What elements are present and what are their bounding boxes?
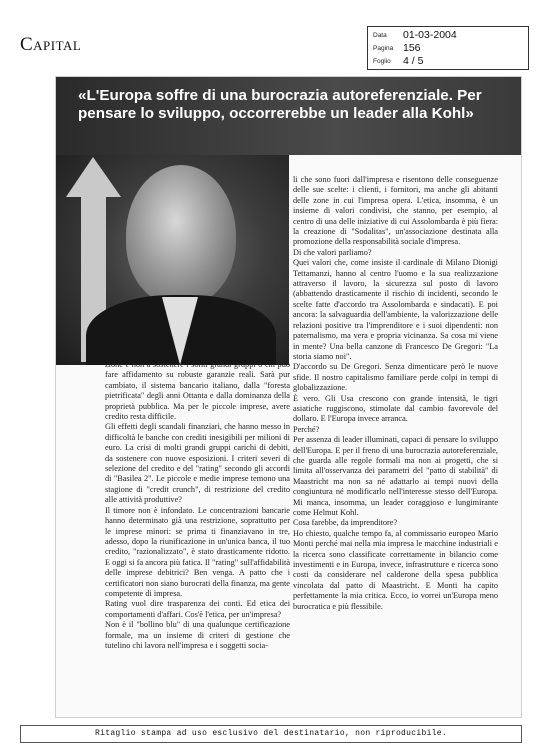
meta-sheet-label: Foglio — [373, 58, 391, 65]
headline-banner — [56, 77, 521, 155]
meta-date-label: Data — [373, 32, 387, 39]
meta-page-row — [373, 42, 523, 55]
meta-sheet-row — [373, 55, 523, 68]
meta-page-value: 156 — [403, 42, 421, 54]
meta-date-row — [373, 29, 523, 42]
portrait-photo — [56, 155, 289, 365]
meta-page-label: Pagina — [373, 45, 394, 52]
meta-sheet-value: 4 / 5 — [403, 55, 424, 67]
article-column-left: zione e non a sostenere i soliti grandi gruppi o chi può fare affidamento su robuste garanzie reali. Sarà pur cambiato, il sistema bancario italiano, dalla "foresta pietrificata" degli anni Ottanta e dalla dominanza della proprietà pubblica. Ma per le piccole imprese, avere credito resta difficile. Gli effetti degli scandali finanziari, che hanno messo in difficoltà le banche con crediti inesigibili per milioni di euro. La crisi di molti grandi gruppi carichi di debiti, da sostenere con nuove esposizioni. I criteri severi di selezione del credito e del "rating" secondo gli accordi di "Basilea 2". Le piccole e medie imprese temono una stagione di "credit crunch", di restrizione del credito alle attività produttive? Il timore non è infondato. Le concentrazioni bancarie hanno determinato già una restrizione, soprattutto per le imprese minori: se prima ti finanziavano in tre, adesso, dopo la riunificazione in un'unica banca, il tuo credito, "razionalizzato", è stato drasticamente ridotto. E oggi si fa ancora più fatica. Il "rating" sull'affidabilità delle imprese debitrici? Ben venga. A patto che i certificatori non siano burocrati della finanza, ma gente competente di impresa. Rating vuol dire trasparenza dei conti. Ed etica dei comportamenti d'affari. Cos'è l'etica, per un'impresa? Non è il "bollino blu" di una qualunque certificazione formale, ma un insieme di criteri di gestione che tutelino chi lavora nell'impresa e i soggetti socia- — [105, 360, 290, 650]
article-column-right: li che sono fuori dall'impresa e risentono delle conseguenze delle sue scelte: i clienti, i fornitori, ma anche gli abitanti delle zone in cui l'impresa opera. L'etica, insomma, è un insieme di valori condivisi, che stanno, per esempio, al centro di una delle iniziative di cui Assolombarda è più fiera: la creazione di "Sodalitas", un'associazione destinata alla promozione della responsabilità sociale d'impresa. Di che valori parliamo? Quei valori che, come insiste il cardinale di Milano Dionigi Tettamanzi, hanno al centro l'uomo e la sua realizzazione attraverso il lavoro, la sicurezza sul posto di lavoro (abbattendo drasticamente il rischio di incidenti, secondo le scelte fatte d'accordo tra Assolombarda e sindacati). E poi ancora: la salvaguardia dell'ambiente, la valorizzazione delle relazioni positive tra l'imprenditore e i suoi dipendenti: non paternalismo, ma vera e propria vicinanza. Sa cosa mi viene in mente? Una bella canzone di Francesco De Gregori: "La storia siamo noi". D'accordo su De Gregori. Senza dimenticare però le nuove sfide. Il nostro capitalismo familiare perde colpi in tempi di globalizzazione. È vero. Gli Usa crescono con grande intensità, le tigri asiatiche ruggiscono, stimolate dal cambio favorevole del dollaro. E l'Europa invece arranca. Perché? Per assenza di leader illuminati, capaci di pensare lo sviluppo dell'Europa. E per il freno di una burocrazia autoreferenziale, che guarda alle regole formali ma non ai progetti, che si limita all'osservanza dei parametri del "patto di stabilità" di Maastricht ma non sa né adattarlo ai tempi nuovi della congiuntura né modificarlo nell'interesse stesso dell'Europa. Mi manca, insomma, un leader coraggioso e lungimirante come Helmut Kohl. Cosa farebbe, da imprenditore? Ho chiesto, qualche tempo fa, al commissario europeo Mario Monti perché mai nella mia impresa le macchine industriali e la ricerca sono classificate correttamente in bilancio come investimenti e in Europa, invece, infrastrutture e ricerca sono costi da considerare nel calderone della spesa pubblica vincolata dal patto di Maastricht. E Monti ha capito perfettamente la mia critica. Ecco, io vorrei un'Europa meno burocratica e più flessibile. — [293, 175, 498, 611]
clipping-metadata-box — [367, 26, 529, 70]
portrait-face — [126, 165, 236, 305]
meta-date-value: 01-03-2004 — [403, 29, 457, 41]
publication-logo: Capital — [20, 34, 82, 55]
reproduction-notice: Ritaglio stampa ad uso esclusivo del destinatario, non riproducibile. — [20, 725, 522, 743]
article-headline: «L'Europa soffre di una burocrazia autoreferenziale. Per pensare lo sviluppo, occorrerebbe un leader alla Kohl» — [78, 87, 482, 122]
